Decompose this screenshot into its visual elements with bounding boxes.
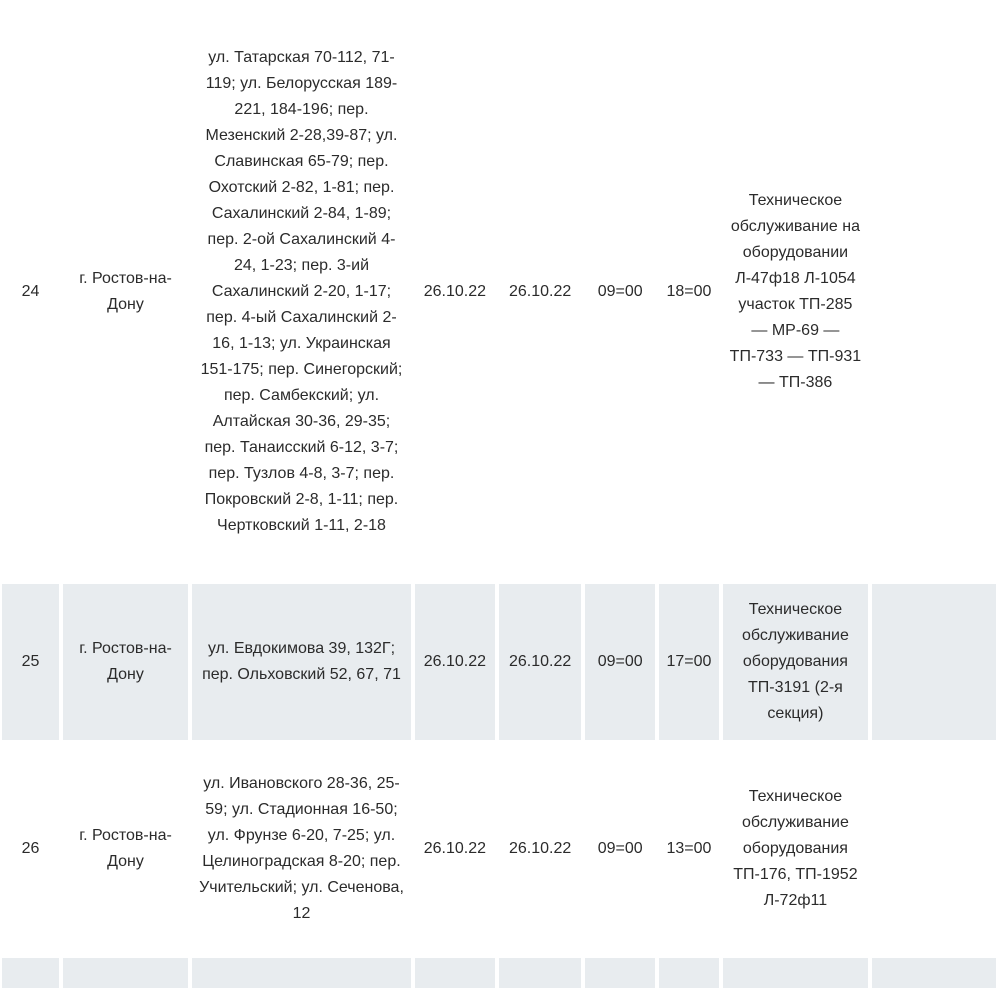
time-end-cell: 18=00	[659, 3, 719, 580]
extra-cell	[872, 958, 996, 988]
time-start-cell: 09=00	[585, 584, 655, 740]
extra-cell	[872, 744, 996, 954]
date-end-cell: 26.10.22	[499, 744, 582, 954]
time-end-cell: 17=00	[659, 584, 719, 740]
date-end-cell: 26.10.22	[499, 3, 582, 580]
table-row	[2, 744, 996, 954]
row-number-cell: 26	[2, 744, 59, 954]
time-start-cell: 09=00	[585, 3, 655, 580]
date-start-cell: 26.10.22	[415, 584, 495, 740]
work-description-cell: Техническое обслуживание оборудования ТП-3191 (2-я секция)	[723, 584, 868, 740]
date-start-cell: 26.10.22	[415, 744, 495, 954]
time-end-cell: 13=00	[659, 744, 719, 954]
work-description-cell	[723, 958, 868, 988]
extra-cell	[872, 3, 996, 580]
time-start-cell	[585, 958, 655, 988]
addresses-cell	[192, 958, 411, 988]
city-cell: г. Ростов-на-Дону	[63, 744, 188, 954]
date-end-cell	[499, 958, 582, 988]
table-row	[2, 3, 996, 580]
addresses-cell: ул. Ивановского 28-36, 25-59; ул. Стадионная 16-50; ул. Фрунзе 6-20, 7-25; ул. Целиноградская 8-20; пер. Учительский; ул. Сеченова, 12	[192, 744, 411, 954]
city-cell: г. Ростов-на-Дону	[63, 3, 188, 580]
work-description-cell: Техническое обслуживание оборудования ТП-176, ТП-1952 Л-72ф11	[723, 744, 868, 954]
row-number-cell: 25	[2, 584, 59, 740]
date-start-cell: 26.10.22	[415, 3, 495, 580]
city-cell: г. Ростов-на-Дону	[63, 584, 188, 740]
table-row	[2, 584, 996, 740]
work-description-cell: Техническое обслуживание на оборудовании Л-47ф18 Л-1054 участок ТП-285 — МР-69 — ТП-733 — ТП-931 — ТП-386	[723, 3, 868, 580]
row-number-cell: 24	[2, 3, 59, 580]
row-number-cell	[2, 958, 59, 988]
time-start-cell: 09=00	[585, 744, 655, 954]
time-end-cell	[659, 958, 719, 988]
city-cell	[63, 958, 188, 988]
table-row	[2, 958, 996, 988]
extra-cell	[872, 584, 996, 740]
date-end-cell: 26.10.22	[499, 584, 582, 740]
addresses-cell: ул. Евдокимова 39, 132Г; пер. Ольховский 52, 67, 71	[192, 584, 411, 740]
date-start-cell	[415, 958, 495, 988]
addresses-cell: ул. Татарская 70-112, 71-119; ул. Белорусская 189-221, 184-196; пер. Мезенский 2-28,39-87; ул. Славинская 65-79; пер. Охотский 2-82, 1-81; пер. Сахалинский 2-84, 1-89; пер. 2-ой Сахалинский 4-24, 1-23; пер. 3-ий Сахалинский 2-20, 1-17; пер. 4-ый Сахалинский 2-16, 1-13; ул. Украинская 151-175; пер. Синегорский; пер. Самбекский; ул. Алтайская 30-36, 29-35; пер. Танаисский 6-12, 3-7; пер. Тузлов 4-8, 3-7; пер. Покровский 2-8, 1-11; пер. Чертковский 1-11, 2-18	[192, 3, 411, 580]
